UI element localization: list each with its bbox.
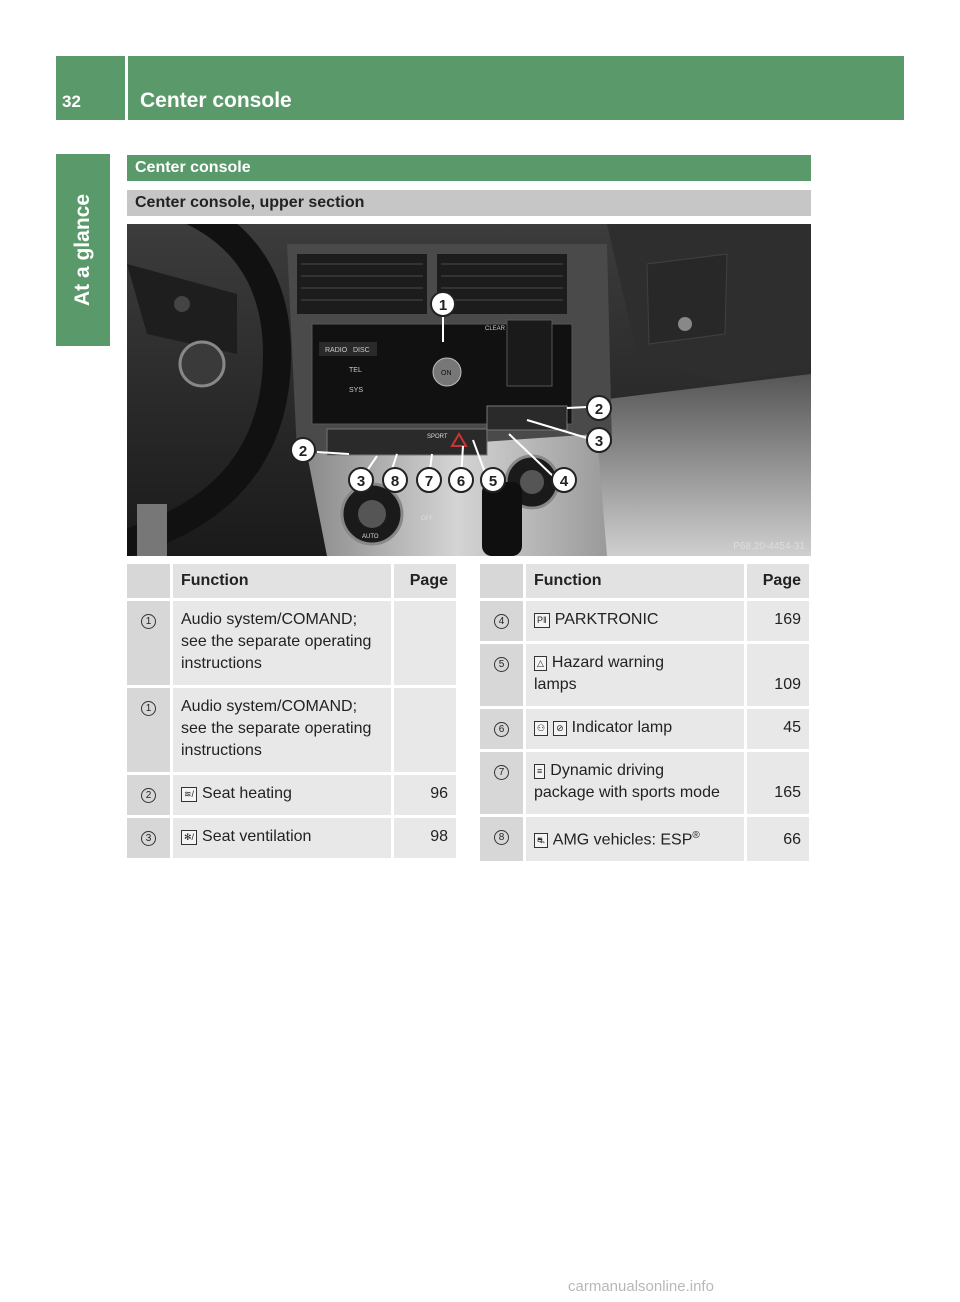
table-row	[127, 687, 458, 774]
svg-text:2: 2	[594, 401, 604, 418]
function-header: Function	[525, 564, 746, 600]
subsection-header	[127, 190, 811, 216]
header-separator	[125, 56, 128, 120]
item-number: 3	[141, 831, 156, 846]
callout-5	[481, 468, 505, 492]
center-console-photo	[127, 224, 811, 556]
page-title: Center console	[140, 89, 292, 112]
watermark: carmanualsonline.info	[568, 1278, 714, 1295]
page-ref: 45	[746, 708, 811, 751]
table-row	[127, 600, 458, 687]
on-button-label: ON	[441, 370, 452, 377]
callout-4	[552, 468, 576, 492]
sport-button-label: SPORT	[427, 434, 448, 440]
function-text: Indicator lamp	[571, 719, 673, 736]
function-text: see the separate operating	[181, 720, 372, 737]
item-number: 5	[494, 657, 509, 672]
item-number: 7	[494, 765, 509, 780]
callout-2-left	[291, 438, 315, 462]
item-number: 1	[141, 614, 156, 629]
function-text: see the separate operating	[181, 633, 372, 650]
clear-button-label: CLEAR	[485, 326, 506, 332]
passenger-airbag-off-icon: ⊘	[553, 721, 567, 736]
item-number: 1	[141, 701, 156, 716]
table-header-row	[127, 564, 458, 600]
item-number: 2	[141, 788, 156, 803]
hazard-icon: △	[534, 656, 547, 671]
function-text: Seat ventilation	[202, 828, 312, 845]
svg-text:2: 2	[298, 443, 308, 460]
off-button-label: OFF	[421, 516, 433, 522]
esp-off-icon: ⛐	[534, 833, 548, 848]
registered-mark: ®	[692, 830, 700, 841]
page-ref: 96	[393, 774, 458, 817]
page-ref: 169	[746, 600, 811, 643]
function-text: instructions	[181, 742, 262, 759]
table-row	[480, 816, 811, 863]
sys-button-label: SYS	[349, 387, 364, 394]
item-number: 8	[494, 830, 509, 845]
function-text: Audio system/COMAND;	[181, 611, 358, 628]
svg-text:3: 3	[594, 433, 604, 450]
sport-icon: ≡	[534, 764, 545, 779]
svg-text:8: 8	[390, 473, 400, 490]
svg-text:1: 1	[438, 297, 448, 314]
seat-heating-icon: ≋/	[181, 787, 197, 802]
function-table-right	[480, 564, 812, 864]
function-text: package with sports mode	[534, 784, 720, 801]
page-ref: 109	[746, 643, 811, 708]
function-text: instructions	[181, 655, 262, 672]
parktronic-off-icon: P‖	[534, 613, 550, 628]
svg-text:4: 4	[559, 473, 569, 490]
function-text: AMG vehicles: ESP	[552, 831, 693, 849]
table-row	[480, 708, 811, 751]
table-row	[127, 817, 458, 860]
svg-text:3: 3	[356, 473, 366, 490]
subsection-title: Center console, upper section	[135, 194, 365, 211]
table-row	[480, 751, 811, 816]
function-text: PARKTRONIC	[554, 611, 659, 628]
svg-text:6: 6	[456, 473, 466, 490]
page-ref: 66	[746, 816, 811, 863]
table-row	[480, 643, 811, 708]
function-table-left	[127, 564, 459, 861]
page-number: 32	[62, 92, 81, 111]
callout-7	[417, 468, 441, 492]
callout-8	[383, 468, 407, 492]
section-header	[127, 155, 811, 181]
page-ref: 165	[746, 751, 811, 816]
callout-3-right	[587, 428, 611, 452]
page-header: Page	[393, 564, 458, 600]
table-row	[480, 600, 811, 643]
page-ref	[393, 687, 458, 774]
seat-ventilation-icon: ✻/	[181, 830, 197, 845]
page-header: Page	[746, 564, 811, 600]
page-ref: 98	[393, 817, 458, 860]
airbag-seat-icon: ⚇	[534, 721, 548, 736]
auto-button-label: AUTO	[362, 534, 379, 540]
callout-6	[449, 468, 473, 492]
table-header-row	[480, 564, 811, 600]
disc-button-label: DISC	[353, 347, 370, 354]
callout-2-right	[587, 396, 611, 420]
function-header: Function	[172, 564, 393, 600]
figure-code: P68.20-4454-31	[733, 541, 805, 552]
tel-button-label: TEL	[349, 367, 362, 374]
item-number: 6	[494, 722, 509, 737]
svg-text:7: 7	[424, 473, 434, 490]
section-title: Center console	[135, 159, 251, 176]
callout-1	[431, 292, 455, 316]
svg-text:5: 5	[488, 473, 498, 490]
function-text: Hazard warning	[551, 654, 664, 671]
callout-3-left	[349, 468, 373, 492]
radio-button-label: RADIO	[325, 347, 348, 354]
side-tab-label: At a glance	[71, 193, 94, 307]
function-text: lamps	[534, 676, 577, 693]
function-text: Seat heating	[202, 785, 292, 802]
table-row	[127, 774, 458, 817]
function-text: Audio system/COMAND;	[181, 698, 358, 715]
item-number: 4	[494, 614, 509, 629]
function-text: Dynamic driving	[550, 762, 665, 779]
page-ref	[393, 600, 458, 687]
